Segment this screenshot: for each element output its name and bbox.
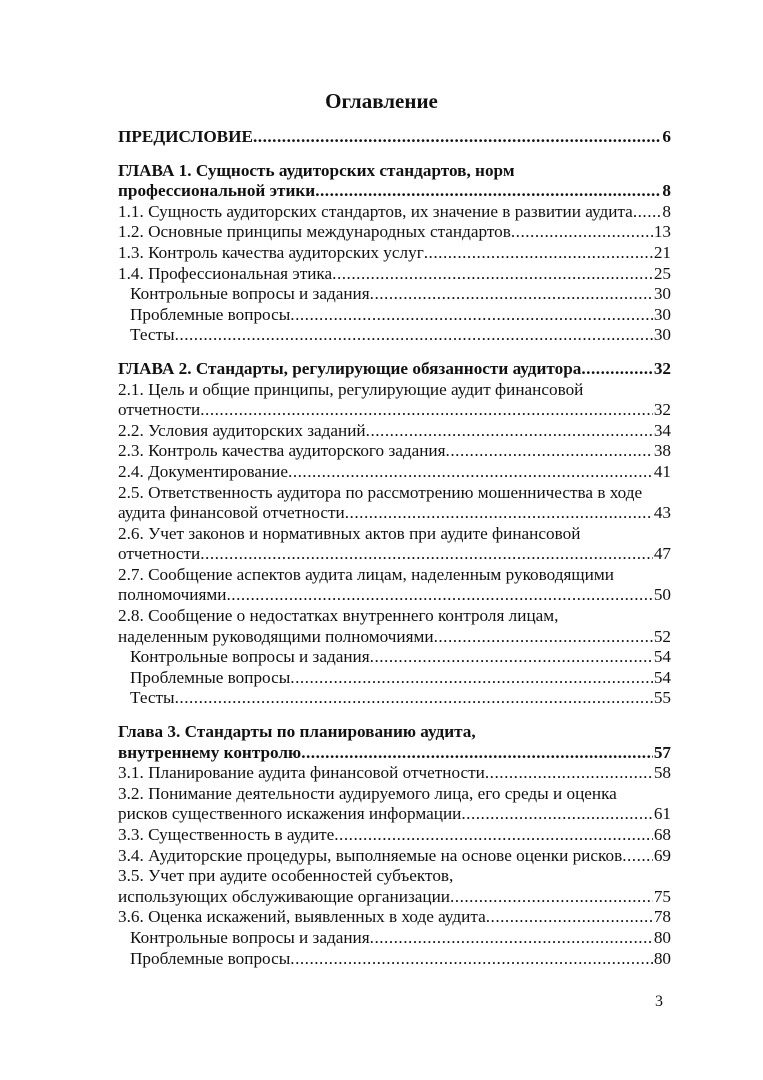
toc-chapter-entry[interactable]: [118, 722, 671, 763]
entry-title: 3.1. Планирование аудита финансовой отчетности: [118, 763, 485, 783]
dot-leader: [332, 264, 653, 285]
entry-title-line: 3.5. Учет при аудите особенностей субъектов,: [118, 866, 454, 886]
dot-leader: [461, 804, 652, 825]
toc-section-entry[interactable]: [118, 524, 671, 565]
dot-leader: [175, 325, 653, 346]
toc-subentry[interactable]: [118, 668, 671, 689]
dot-leader: [226, 585, 652, 606]
toc-section-entry[interactable]: [118, 784, 671, 825]
dot-leader: [366, 421, 653, 442]
toc-section-entry[interactable]: [118, 846, 671, 867]
dot-leader: [581, 359, 652, 380]
entry-title: ГЛАВА 2. Стандарты, регулирующие обязанности аудитора: [118, 358, 582, 378]
entry-title: 1.2. Основные принципы международных стандартов: [118, 222, 511, 242]
toc-section-entry[interactable]: [118, 866, 671, 907]
dot-leader: [486, 907, 653, 928]
entry-title: наделенным руководящими полномочиями: [118, 626, 434, 646]
entry-title: Контрольные вопросы и задания: [130, 284, 370, 304]
entry-page-number: 30: [653, 325, 671, 345]
toc-section-entry[interactable]: [118, 462, 671, 483]
dot-leader: [301, 743, 653, 764]
entry-page-number: 8: [662, 201, 671, 221]
entry-page-number: 21: [653, 242, 671, 262]
entry-page-number: 68: [653, 825, 671, 844]
page-title: Оглавление: [325, 89, 438, 113]
entry-title: 2.4. Документирование: [118, 461, 289, 481]
dot-leader: [450, 887, 653, 908]
toc-chapter-entry[interactable]: [118, 161, 671, 202]
toc-section-entry[interactable]: [118, 243, 671, 264]
entry-page-number: 54: [653, 667, 671, 687]
entry-page-number: 41: [653, 461, 671, 481]
entry-title: 1.1. Сущность аудиторских стандартов, их значение в развитии аудита: [118, 201, 633, 221]
dot-leader: [290, 305, 653, 326]
entry-page-number: 61: [653, 804, 671, 824]
entry-page-number: 30: [653, 284, 671, 304]
entry-page-number: 69: [653, 845, 671, 865]
entry-title-line: 3.2. Понимание деятельности аудируемого лица, его среды и оценка: [118, 783, 617, 803]
toc-chapter-entry[interactable]: [118, 359, 671, 380]
dot-leader: [370, 284, 653, 305]
entry-page-number: 80: [653, 927, 671, 947]
toc-section-entry[interactable]: [118, 380, 671, 421]
entry-page-number: 32: [653, 400, 671, 420]
dot-leader: [200, 400, 653, 421]
entry-title-line: Глава 3. Стандарты по планированию аудита,: [118, 722, 476, 742]
toc-subentry[interactable]: [118, 305, 671, 326]
toc-section-entry[interactable]: [118, 565, 671, 606]
dot-leader: [175, 688, 653, 709]
entry-title: ПРЕДИСЛОВИЕ: [118, 127, 253, 146]
toc-section-entry[interactable]: [118, 421, 671, 442]
entry-page-number: 58: [653, 763, 671, 783]
entry-title: использующих обслуживающие организации: [118, 886, 450, 906]
toc-subentry[interactable]: [118, 325, 671, 346]
toc-section-entry[interactable]: [118, 825, 671, 846]
toc-section-entry[interactable]: [118, 202, 671, 223]
entry-title: 2.3. Контроль качества аудиторского задания: [118, 441, 446, 461]
toc-section-entry[interactable]: [118, 483, 671, 524]
entry-title-line: ГЛАВА 1. Сущность аудиторских стандартов, норм: [118, 160, 515, 180]
entry-title: отчетности: [118, 544, 201, 564]
dot-leader: [446, 441, 653, 462]
toc-subentry[interactable]: [118, 688, 671, 709]
entry-title: Тесты: [130, 688, 175, 708]
entry-title: 3.4. Аудиторские процедуры, выполняемые на основе оценки рисков: [118, 845, 623, 865]
entry-title: 2.2. Условия аудиторских заданий: [118, 420, 366, 440]
entry-page-number: 54: [653, 647, 671, 667]
entry-page-number: 34: [653, 420, 671, 440]
entry-title: Проблемные вопросы: [130, 948, 291, 968]
dot-leader: [290, 668, 653, 689]
entry-page-number: 50: [653, 585, 671, 605]
entry-title: Контрольные вопросы и задания: [130, 927, 370, 947]
toc-subentry[interactable]: [118, 647, 671, 668]
entry-page-number: 47: [653, 544, 671, 564]
toc-subentry[interactable]: [118, 284, 671, 305]
entry-title: полномочиями: [118, 585, 227, 605]
dot-leader: [511, 222, 653, 243]
entry-page-number: 8: [662, 181, 671, 201]
entry-page-number: 52: [653, 626, 671, 646]
dot-leader: [485, 763, 653, 784]
toc-section-entry[interactable]: [118, 222, 671, 243]
entry-page-number: 43: [653, 503, 671, 523]
entry-title-line: 2.7. Сообщение аспектов аудита лицам, наделенным руководящими: [118, 564, 614, 584]
dot-leader: [345, 503, 653, 524]
entry-title-line: 2.1. Цель и общие принципы, регулирующие аудит финансовой: [118, 379, 584, 399]
dot-leader: [334, 825, 653, 846]
dot-leader: [253, 127, 661, 148]
entry-page-number: 57: [653, 742, 671, 762]
dot-leader: [200, 544, 653, 565]
toc-chapter-entry[interactable]: [118, 127, 671, 148]
entry-title: Проблемные вопросы: [130, 304, 291, 324]
entry-page-number: 78: [653, 907, 671, 927]
entry-page-number: 13: [653, 222, 671, 242]
entry-title: 3.6. Оценка искажений, выявленных в ходе аудита: [118, 907, 486, 927]
dot-leader: [370, 928, 653, 949]
entry-page-number: 6: [662, 127, 671, 146]
table-of-contents: [118, 127, 671, 969]
dot-leader: [633, 202, 662, 223]
dot-leader: [290, 949, 653, 970]
entry-title: Тесты: [130, 325, 175, 345]
dot-leader: [622, 846, 653, 867]
entry-title: профессиональной этики: [118, 181, 316, 201]
page-number: 3: [655, 993, 663, 1010]
dot-leader: [424, 243, 653, 264]
entry-title: рисков существенного искажения информации: [118, 804, 462, 824]
entry-page-number: 75: [653, 886, 671, 906]
toc-subentry[interactable]: [118, 928, 671, 949]
entry-title: внутреннему контролю: [118, 742, 302, 762]
entry-page-number: 55: [653, 688, 671, 708]
entry-title-line: 2.8. Сообщение о недостатках внутреннего контроля лицам,: [118, 606, 559, 626]
entry-title-line: 2.6. Учет законов и нормативных актов при аудите финансовой: [118, 523, 581, 543]
toc-section-entry[interactable]: [118, 441, 671, 462]
dot-leader: [288, 462, 653, 483]
entry-title: 3.3. Существенность в аудите: [118, 825, 335, 844]
entry-page-number: 30: [653, 304, 671, 324]
entry-title: Проблемные вопросы: [130, 667, 291, 687]
toc-section-entry[interactable]: [118, 907, 671, 928]
entry-title: отчетности: [118, 400, 201, 420]
dot-leader: [370, 647, 653, 668]
entry-page-number: 32: [653, 358, 671, 378]
dot-leader: [315, 181, 661, 202]
entry-page-number: 38: [653, 441, 671, 461]
toc-section-entry[interactable]: [118, 763, 671, 784]
entry-title: Контрольные вопросы и задания: [130, 647, 370, 667]
toc-section-entry[interactable]: [118, 264, 671, 285]
entry-title: 1.3. Контроль качества аудиторских услуг: [118, 242, 424, 262]
entry-title-line: 2.5. Ответственность аудитора по рассмотрению мошенничества в ходе: [118, 482, 643, 502]
entry-page-number: 25: [653, 263, 671, 283]
entry-page-number: 80: [653, 948, 671, 968]
toc-section-entry[interactable]: [118, 606, 671, 647]
dot-leader: [434, 627, 653, 648]
entry-title: аудита финансовой отчетности: [118, 503, 345, 523]
entry-title: 1.4. Профессиональная этика: [118, 263, 333, 283]
toc-subentry[interactable]: [118, 949, 671, 970]
